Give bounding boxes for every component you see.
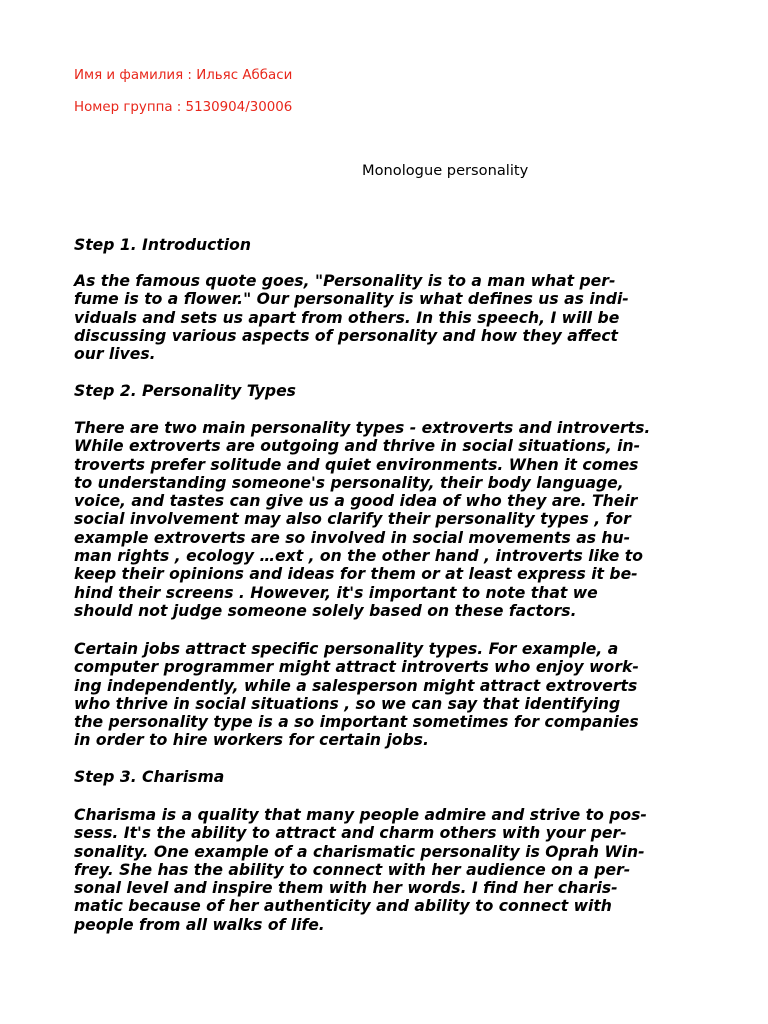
text-line: hind their screens . However, it's important to note that we — [74, 583, 598, 602]
text-line: ing independently, while a salesperson might attract extroverts — [74, 676, 638, 695]
section-heading-text: Step 3. Charisma — [74, 768, 225, 786]
text-line: As the famous quote goes, "Personality is to a man what per- — [74, 272, 616, 290]
document-title: Monologue personality — [362, 162, 529, 179]
text-line: our lives. — [74, 345, 156, 364]
text-line: fume is to a flower." Our personality is what defines us as indi- — [74, 290, 629, 309]
text-line: There are two main personality types - extroverts and introverts. — [74, 419, 651, 437]
text-line: sonal level and inspire them with her words. I find her charis- — [74, 879, 618, 898]
paragraph — [74, 419, 650, 620]
section-heading — [74, 236, 251, 254]
text-line: viduals and sets us apart from others. In this speech, I will be — [74, 308, 620, 327]
group-number-line: Номер группа : 5130904/30006 — [74, 100, 293, 115]
text-line: sess. It's the ability to attract and charm others with your per- — [74, 824, 627, 843]
text-line: example extroverts are so involved in social movements as hu- — [74, 528, 631, 547]
text-line: voice, and tastes can give us a good idea of who they are. Their — [74, 492, 638, 511]
text-line: matic because of her authenticity and ability to connect with — [74, 897, 612, 916]
paragraph — [74, 272, 629, 363]
text-line: troverts prefer solitude and quiet environments. When it comes — [74, 455, 639, 474]
paragraph — [74, 640, 639, 750]
text-line: social involvement may also clarify their personality types , for — [74, 510, 631, 529]
section-heading — [74, 768, 224, 786]
text-line: people from all walks of life. — [74, 915, 325, 934]
section-heading — [74, 382, 296, 400]
text-line: should not judge someone solely based on these factors. — [74, 601, 577, 620]
student-name-line: Имя и фамилия : Ильяс Аббаси — [74, 68, 293, 83]
text-line: keep their opinions and ideas for them or at least express it be- — [74, 565, 638, 584]
section-heading-text: Step 1. Introduction — [74, 236, 251, 254]
text-line: man rights , ecology …ext , on the other hand , introverts like to — [74, 547, 643, 566]
text-line: While extroverts are outgoing and thrive in social situations, in- — [74, 437, 641, 456]
section-heading-text: Step 2. Personality Types — [74, 382, 296, 400]
paragraph — [74, 806, 647, 934]
text-line: sonality. One example of a charismatic personality is Oprah Win- — [74, 842, 645, 861]
text-line: to understanding someone's personality, their body language, — [74, 473, 624, 492]
text-line: the personality type is a so important sometimes for companies — [74, 713, 639, 732]
text-line: computer programmer might attract introverts who enjoy work- — [74, 658, 639, 677]
text-line: discussing various aspects of personality and how they affect — [74, 326, 619, 345]
text-line: who thrive in social situations , so we can say that identifying — [74, 694, 621, 713]
text-line: frey. She has the ability to connect with her audience on a per- — [74, 860, 631, 879]
text-line: in order to hire workers for certain jobs. — [74, 731, 429, 750]
text-line: Charisma is a quality that many people admire and strive to pos- — [74, 806, 647, 824]
text-line: Certain jobs attract specific personality types. For example, a — [74, 640, 619, 658]
